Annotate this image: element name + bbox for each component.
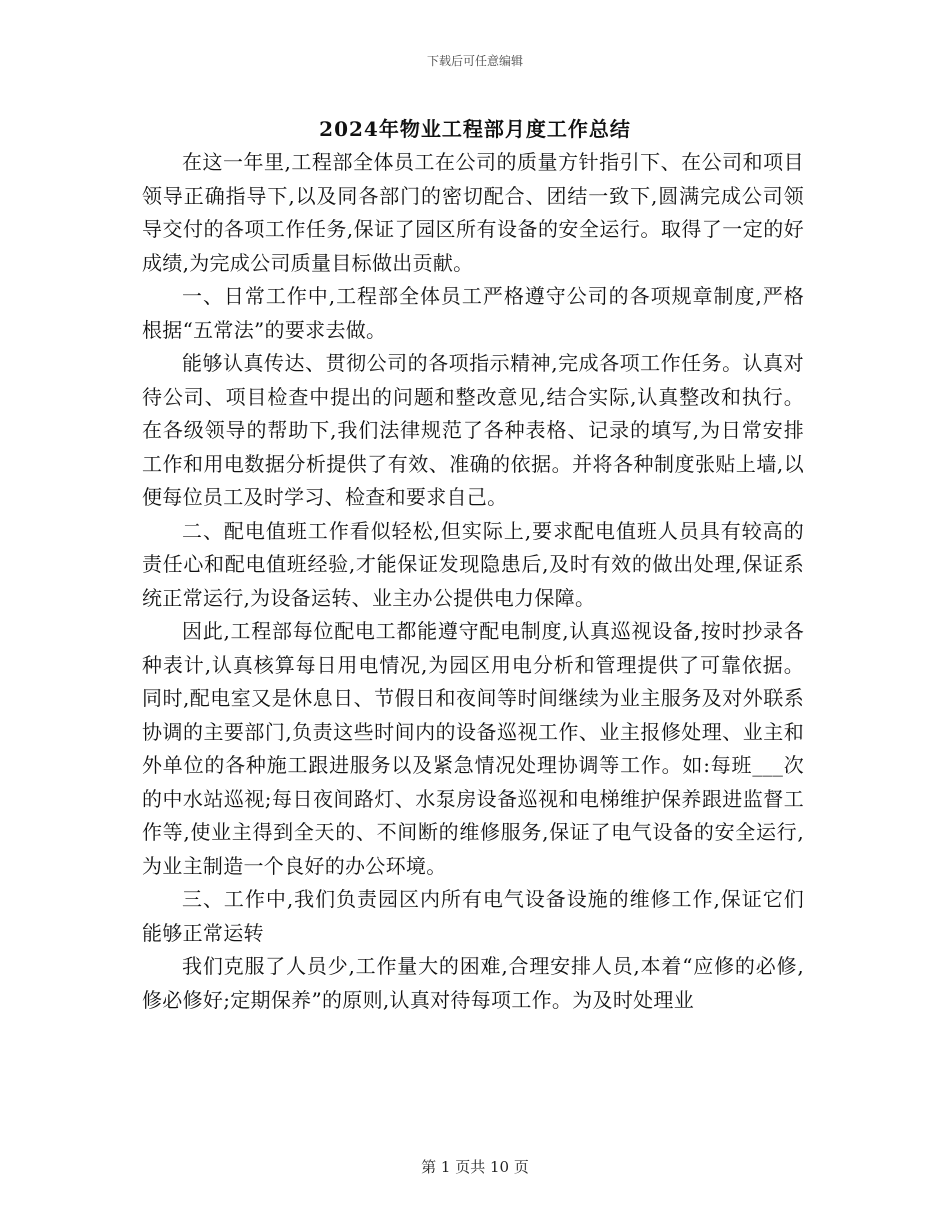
document-body — [142, 146, 804, 1017]
paragraph-section-2-detail: 因此,工程部每位配电工都能遵守配电制度,认真巡视设备,按时抄录各种表计,认真核算每日用电情况,为园区用电分析和管理提供了可靠依据。同时,配电室又是休息日、节假日和夜间等时间继续为业主服务及对外联系协调的主要部门,负责这些时间内的设备巡视工作、业主报修处理、业主和外单位的各种施工跟进服务以及紧急情况处理协调等工作。如:每班___次的中水站巡视;每日夜间路灯、水泵房设备巡视和电梯维护保养跟进监督工作等,使业主得到全天的、不间断的维修服务,保证了电气设备的安全运行,为业主制造一个良好的办公环境。 — [142, 619, 804, 878]
header-note: 下载后可任意编辑 — [426, 54, 523, 68]
paragraph-section-1-detail: 能够认真传达、贯彻公司的各项指示精神,完成各项工作任务。认真对待公司、项目检查中提出的问题和整改意见,结合实际,认真整改和执行。在各级领导的帮助下,我们法律规范了各种表格、记录的填写,为日常安排工作和用电数据分析提供了有效、准确的依据。并将各种制度张贴上墙,以便每位员工及时学习、检查和要求自己。 — [142, 351, 804, 509]
paragraph-section-3-detail: 我们克服了人员少,工作量大的困难,合理安排人员,本着“应修的必修,修必修好;定期保养”的原则,认真对待每项工作。为及时处理业 — [142, 954, 804, 1012]
paragraph-intro: 在这一年里,工程部全体员工在公司的质量方针指引下、在公司和项目领导正确指导下,以及同各部门的密切配合、团结一致下,圆满完成公司领导交付的各项工作任务,保证了园区所有设备的安全运行。取得了一定的好成绩,为完成公司质量目标做出贡献。 — [142, 150, 804, 275]
paragraph-section-1: 一、日常工作中,工程部全体员工严格遵守公司的各项规章制度,严格根据“五常法”的要求去做。 — [142, 284, 804, 342]
paragraph-section-3: 三、工作中,我们负责园区内所有电气设备设施的维修工作,保证它们能够正常运转 — [142, 887, 804, 945]
paragraph-section-2: 二、配电值班工作看似轻松,但实际上,要求配电值班人员具有较高的责任心和配电值班经验,才能保证发现隐患后,及时有效的做出处理,保证系统正常运行,为设备运转、业主办公提供电力保障。 — [142, 518, 804, 610]
document-title: 2024年物业工程部月度工作总结 — [319, 117, 631, 141]
page-indicator: 第 1 页共 10 页 — [421, 1158, 529, 1176]
